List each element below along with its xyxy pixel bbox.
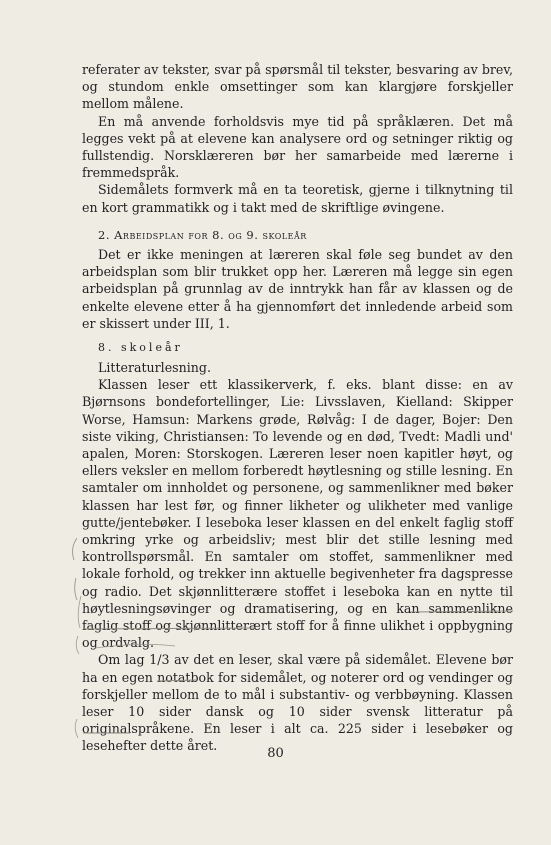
paragraph-klassikerverk: Klassen leser ett klassikerverk, f. eks. blant disse: en av Bjørnsons bondefortellinger, Lie: Livsslaven, Kielland: Skipper Worse, Hamsun: Markens grøde, Rølvåg: I de dager, Bojer: Den siste viking, Christiansen: To levende og en død, Tvedt: Madli und' apalen, Moren: Storskogen. Læreren leser noen kapitler høyt, og ellers veksler en mellom forberedt høytlesning og stille lesning. En samtaler om innholdet og personene, og sammenlikner med bøker klassen har lest før, og finner likheter og ulikheter med vanlige gutte/jentebøker. I leseboka leser klassen en del enkelt faglig stoff omkring yrke og arbeidsliv; mest blir det stille lesning med kontrollspørsmål. En samtaler om stoffet, sammenlikner med lokale forhold, og trekker inn aktuelle begivenheter fra dagspresse og radio. Det skjønnlitterære stoffet i leseboka kan en nytte til høytlesningsøvinger og dramatisering, og en kan sammenlikne faglig stoff og skjønnlitterært stoff for å finne ulikhet i oppbygning og ordvalg.: [82, 377, 513, 651]
text-block-1: [82, 61, 513, 216]
paragraph-continued: referater av tekster, svar på spørsmål til tekster, besvaring av brev, og stundom enkle omsettinger som kan klargjøre forskjeller mellom målene.: [82, 62, 513, 112]
section-heading-arbeidsplan: 2. Arbeidsplan for 8. og 9. skoleår: [98, 228, 307, 242]
subheading-litteraturlesning: Litteraturlesning.: [98, 360, 211, 375]
text-block-3: [82, 359, 513, 755]
paragraph-sprakl: En må anvende forholdsvis mye tid på språklæren. Det må legges vekt på at elevene kan analysere ord og setninger riktig og fullstendig. Norsklæreren bør her samarbeide med lærerne i fremmedspråk.: [82, 113, 513, 181]
paragraph-arbeidsplan: Det er ikke meningen at læreren skal føle seg bundet av den arbeidsplan som blir trukket opp her. Læreren må legge sin egen arbeidsplan på grunnlag av de inntrykk han får av klassen og de enkelte elevene etter å ha gjennomført det innledende arbeid som er skissert under III, 1.: [82, 247, 513, 331]
paragraph-sidemal: Sidemålets formverk må en ta teoretisk, gjerne i tilknytning til en kort grammatikk og i takt med de skriftlige øvingene.: [82, 182, 513, 215]
section-heading-8-skolear: 8. skoleår: [98, 341, 183, 354]
paragraph-sidemal-lesing: Om lag 1/3 av det en leser, skal være på sidemålet. Elevene bør ha en egen notatbok for sidemålet, og noterer ord og vendinger og forskjeller mellom de to mål i substantiv- og verbbøyning. Klassen leser 10 sider dansk og 10 sider svensk litteratur på originalspråkene. En leser i alt ca. 225 sider i lesebøker og lesehefter dette året.: [82, 652, 513, 754]
page-number: 80: [267, 746, 284, 761]
text-block-2: [82, 246, 513, 332]
